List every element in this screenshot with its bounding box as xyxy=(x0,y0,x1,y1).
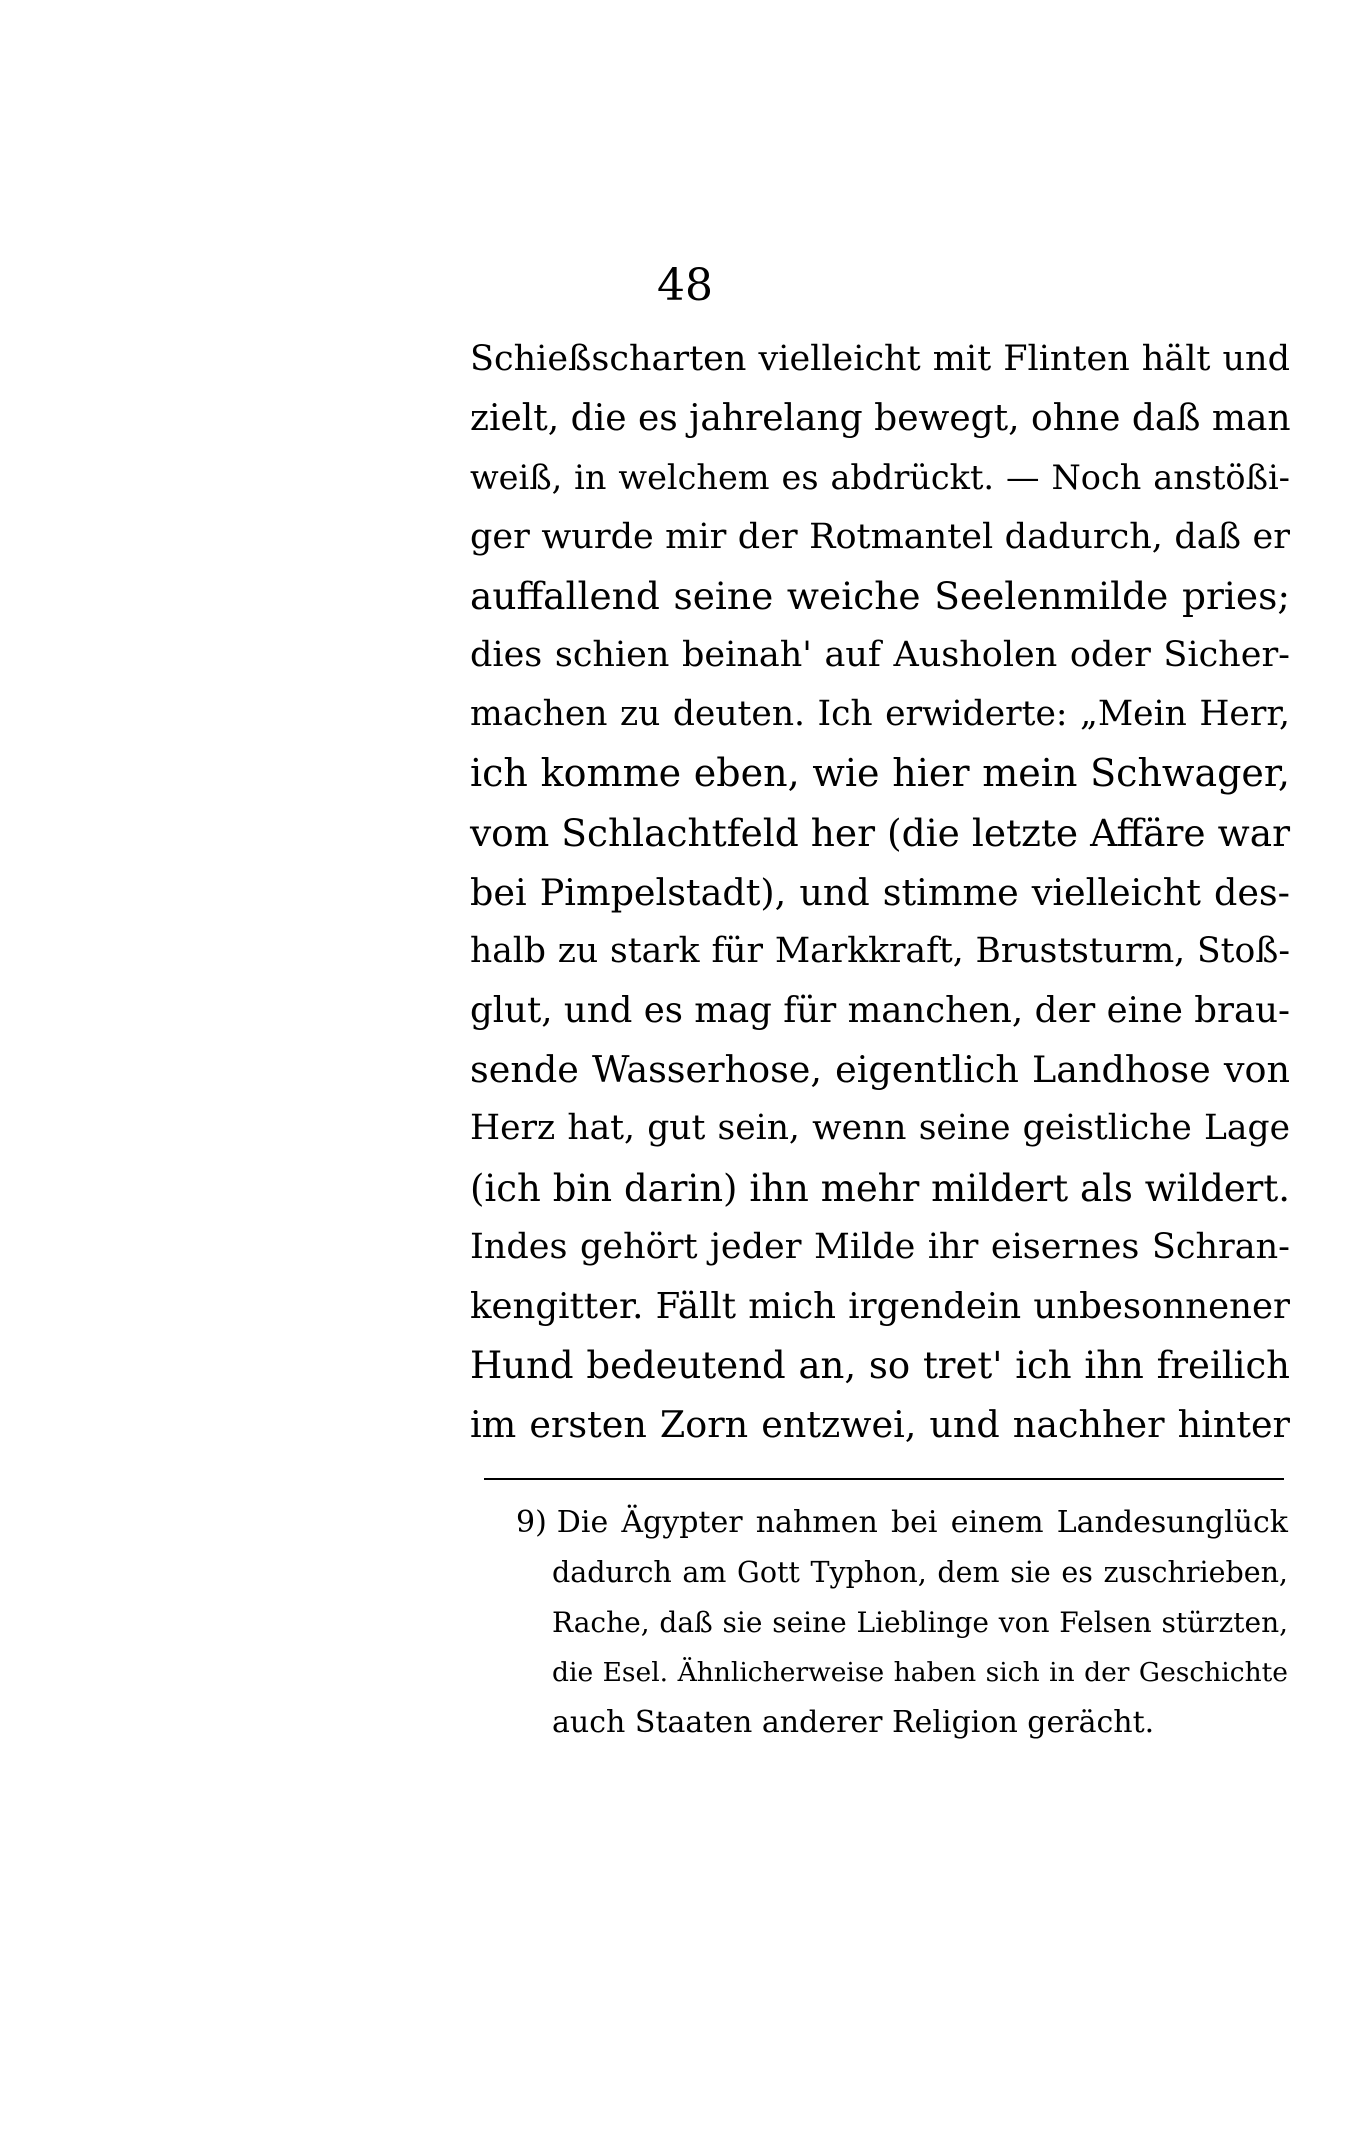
text-line: bei Pimpelstadt), und stimme vielleicht des- xyxy=(470,870,1290,914)
footnote-line: dadurch am Gott Typhon, dem sie es zuschrieben, xyxy=(552,1556,1288,1589)
footnote-line: auch Staaten anderer Religion gerächt. xyxy=(552,1705,1155,1740)
text-line: Schießscharten vielleicht mit Flinten hält und xyxy=(470,339,1290,379)
footnote-line xyxy=(516,1498,1288,1548)
body-text xyxy=(470,330,1290,1455)
text-line: machen zu deuten. Ich erwiderte: „Mein Herr, xyxy=(470,694,1290,735)
text-line: Hund bedeutend an, so tret' ich ihn freilich xyxy=(470,1344,1290,1388)
text-line: zielt, die es jahrelang bewegt, ohne daß man xyxy=(470,398,1291,440)
footnote-text: Die Ägypter nahmen bei einem Landesunglück xyxy=(556,1505,1288,1540)
footnote-marker: 9) xyxy=(516,1505,547,1540)
text-line: Indes gehört jeder Milde ihr eisernes Schran- xyxy=(470,1226,1290,1267)
text-line: sende Wasserhose, eigentlich Landhose von xyxy=(470,1048,1290,1092)
text-line: ger wurde mir der Rotmantel dadurch, daß er xyxy=(470,516,1290,557)
footnote-line: Rache, daß sie seine Lieblinge von Felsen stürzten, xyxy=(552,1606,1288,1639)
text-line: Herz hat, gut sein, wenn seine geistliche Lage xyxy=(470,1108,1290,1149)
text-line: im ersten Zorn entzwei, und nachher hinter xyxy=(470,1403,1290,1447)
text-line: ich komme eben, wie hier mein Schwager, xyxy=(470,751,1290,796)
text-line: kengitter. Fällt mich irgendein unbesonnener xyxy=(470,1286,1290,1327)
text-line: auffallend seine weiche Seelenmilde pries; xyxy=(470,573,1290,618)
text-line: (ich bin darin) ihn mehr mildert als wildert. xyxy=(470,1166,1290,1210)
text-line: halb zu stark für Markkraft, Bruststurm, Stoß- xyxy=(470,930,1290,971)
text-line: weiß, in welchem es abdrückt. — Noch anstößi- xyxy=(470,458,1290,498)
text-line: dies schien beinah' auf Ausholen oder Sicher- xyxy=(470,634,1290,675)
footnote-divider xyxy=(484,1478,1284,1480)
footnote-line: die Esel. Ähnlicherweise haben sich in der Geschichte xyxy=(552,1657,1288,1688)
text-line: vom Schlachtfeld her (die letzte Affäre war xyxy=(470,810,1290,855)
footnote xyxy=(516,1498,1288,1748)
text-line: glut, und es mag für manchen, der eine brau- xyxy=(470,990,1290,1032)
page-number: 48 xyxy=(657,260,713,311)
